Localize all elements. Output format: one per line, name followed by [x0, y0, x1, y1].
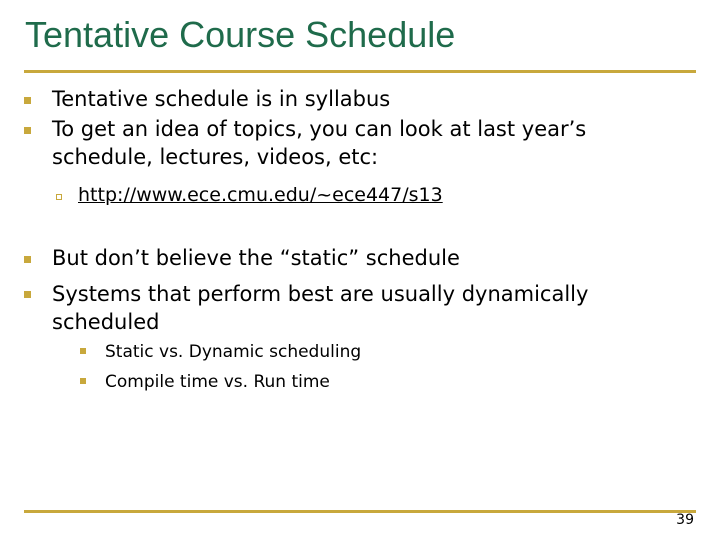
- bullet-text: To get an idea of topics, you can look at last year’s schedule, lectures, videos, etc:: [52, 117, 587, 169]
- page-number: 39: [676, 512, 694, 528]
- bullet-text: Systems that perform best are usually dynamically scheduled: [52, 282, 589, 334]
- syllabus-link[interactable]: http://www.ece.cmu.edu/~ece447/s13: [78, 184, 443, 206]
- bullet-square-icon: [24, 256, 31, 263]
- slide-title: Tentative Course Schedule: [25, 14, 456, 55]
- bullet-square-icon: [80, 378, 86, 384]
- title-divider: [24, 70, 696, 73]
- bullet-square-icon: [24, 291, 31, 298]
- sub-bullet-hollow-square-icon: [56, 194, 62, 200]
- footer-divider: [24, 510, 696, 513]
- bullet-square-icon: [24, 127, 31, 134]
- bullet-text: But don’t believe the “static” schedule: [52, 246, 460, 270]
- bullet-square-icon: [80, 348, 86, 354]
- bullet-text: Tentative schedule is in syllabus: [52, 87, 391, 111]
- bullet-text: Compile time vs. Run time: [105, 372, 330, 392]
- bullet-text: Static vs. Dynamic scheduling: [105, 342, 362, 362]
- bullet-square-icon: [24, 97, 31, 104]
